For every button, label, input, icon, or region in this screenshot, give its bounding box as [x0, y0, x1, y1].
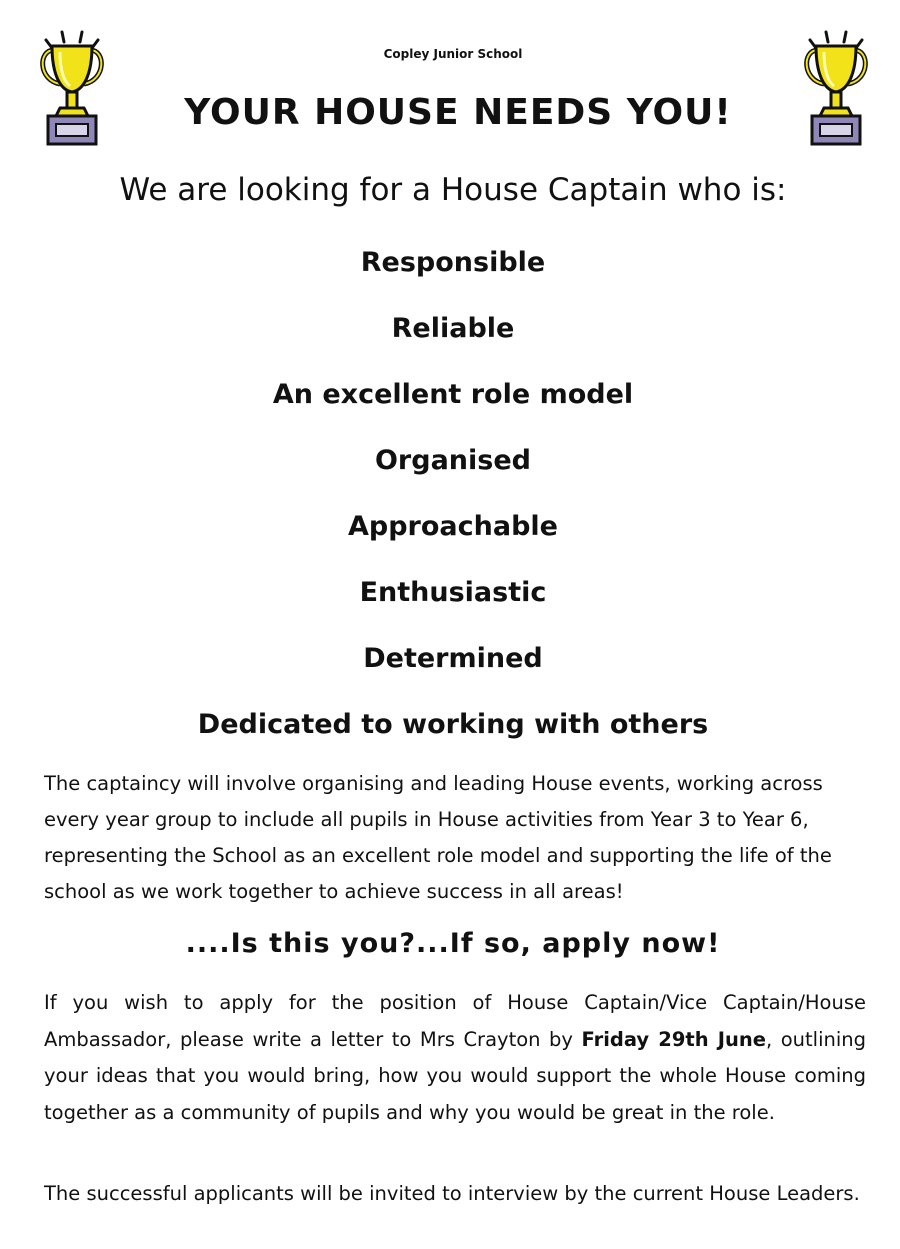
page-title: YOUR HOUSE NEEDS YOU! [184, 92, 732, 133]
qualities-list [0, 243, 900, 771]
quality-item: Approachable [348, 511, 558, 542]
call-to-action: ....Is this you?...If so, apply now! [185, 928, 721, 959]
quality-item: Dedicated to working with others [197, 709, 709, 740]
quality-item: Reliable [391, 313, 515, 344]
quality-item: Enthusiastic [359, 577, 547, 608]
instructions-text: , outlining your ideas that you would bring, how you would support the whole House coming together as a community of pupils and why you would be great in the role. [44, 1027, 867, 1124]
quality-item: Determined [363, 643, 543, 674]
instructions-text: If you wish to apply for the position of House Captain/Vice Captain/House Ambassador, please write a letter to Mrs Crayton by [44, 991, 866, 1051]
captaincy-description: The captaincy will involve organising and leading House events, working across every year group to include all pupils in House activities from Year 3 to Year 6, representing the School as an excellent role model and supporting the life of the school as we work together to achieve success in all areas! [44, 772, 832, 903]
interview-note: The successful applicants will be invited to interview by the current House Leaders. [44, 1182, 860, 1205]
quality-item: Organised [374, 445, 531, 476]
quality-item: An excellent role model [272, 379, 634, 410]
deadline-date: Friday 29th June [581, 1027, 766, 1051]
quality-item: Responsible [360, 247, 546, 278]
school-name: Copley Junior School [383, 47, 523, 61]
application-instructions [44, 985, 866, 1131]
page-subtitle: We are looking for a House Captain who is: [119, 172, 787, 208]
